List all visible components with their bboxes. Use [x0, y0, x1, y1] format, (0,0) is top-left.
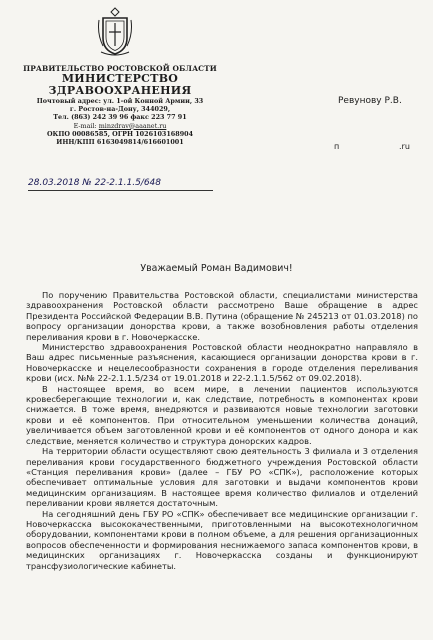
- ministry-name-line1: МИНИСТЕРСТВО: [61, 72, 179, 85]
- redaction-mark-ru: .ru: [399, 142, 410, 151]
- inn-line: ИНН/КПП 6163049814/616601001: [56, 138, 184, 147]
- handwritten-reference: 28.03.2018 № 22-2.1.1.5/648: [28, 178, 213, 191]
- paragraph: На сегодняшний день ГБУ РО «СПК» обеспечивает все медицинские организации г. Новочеркасска высококачественными, приготовленными на высокотехнологичном оборудовании, компонентами крови в полном объеме, а для решения организационных вопросов обеспеченности и формирования неснижаемого запаса компонентов крови, в медицинских организациях г. Новочеркасска созданы и функционируют трансфузиологические кабинеты.: [26, 508, 418, 571]
- okpo-line: ОКПО 00086585, ОГРН 1026103168904: [46, 129, 194, 138]
- salutation: Уважаемый Роман Вадимович!: [140, 263, 293, 274]
- email-line: [5, 122, 235, 130]
- email-link[interactable]: minzdrav@aaanet.ru: [98, 121, 167, 130]
- address-line2: г. Ростов-на-Дону, 344029,: [69, 105, 171, 114]
- letter-body: [26, 290, 418, 571]
- redaction-mark-p: п: [334, 142, 340, 151]
- paragraph: В настоящее время, во всем мире, в лечении пациентов используются кровесберегающие технологии и, как следствие, потребность в компонентах крови снижается. В тоже время, внедряются и развиваются новые технологии заготовки крови и её компонентов. При относительном уменьшении количества донаций, увеличивается объем заготовленной крови и её компонентов от одного донора и как следствие, меняется количество и структура донорских кадров.: [26, 383, 418, 446]
- paragraph: Министерство здравоохранения Ростовской области неоднократно направляло в Ваш адрес письменные разъяснения, касающиеся организации донорства крови в г. Новочеркасске и нецелесообразности сохранения в городе отделения переливания крови (исх. №№ 22-2.1.1.5/234 от 19.01.2018 и 22-2.1.1.5/562 от 09.02.2018).: [26, 342, 418, 384]
- paragraph: По поручению Правительства Ростовской области, специалистами министерства здравоохранения Ростовской области рассмотрено Ваше обращение в адрес Президента Российской Федерации В.В. Путина (обращение № 245213 от 01.03.2018) по вопросу организации донорства крови, а также возобновления работы отделения переливания крови в г. Новочеркасске.: [26, 290, 418, 342]
- phone-line: Тел. (863) 242 39 96 факс 223 77 91: [53, 113, 187, 122]
- coat-of-arms-icon: [96, 6, 134, 58]
- letterhead: [5, 64, 235, 146]
- address-line1: Почтовый адрес: ул. 1-ой Конной Армии, 33: [36, 97, 204, 105]
- email-label: E-mail:: [73, 121, 97, 130]
- government-name: ПРАВИТЕЛЬСТВО РОСТОВСКОЙ ОБЛАСТИ: [23, 64, 217, 73]
- recipient-name: Ревунову Р.В.: [338, 96, 402, 106]
- paragraph: На территории области осуществляют свою деятельность 3 филиала и 3 отделения переливания крови государственного бюджетного учреждения Ростовской области «Станция переливания крови» (далее – ГБУ РО «СПК»), расположение которых обеспечивает оптимальные условия для заготовки и выдачи компонентов крови медицинским организациям. В настоящее время количество филиалов и отделений переливании крови является достаточным.: [26, 446, 418, 509]
- ministry-name-line2: ЗДРАВООХРАНЕНИЯ: [48, 84, 192, 97]
